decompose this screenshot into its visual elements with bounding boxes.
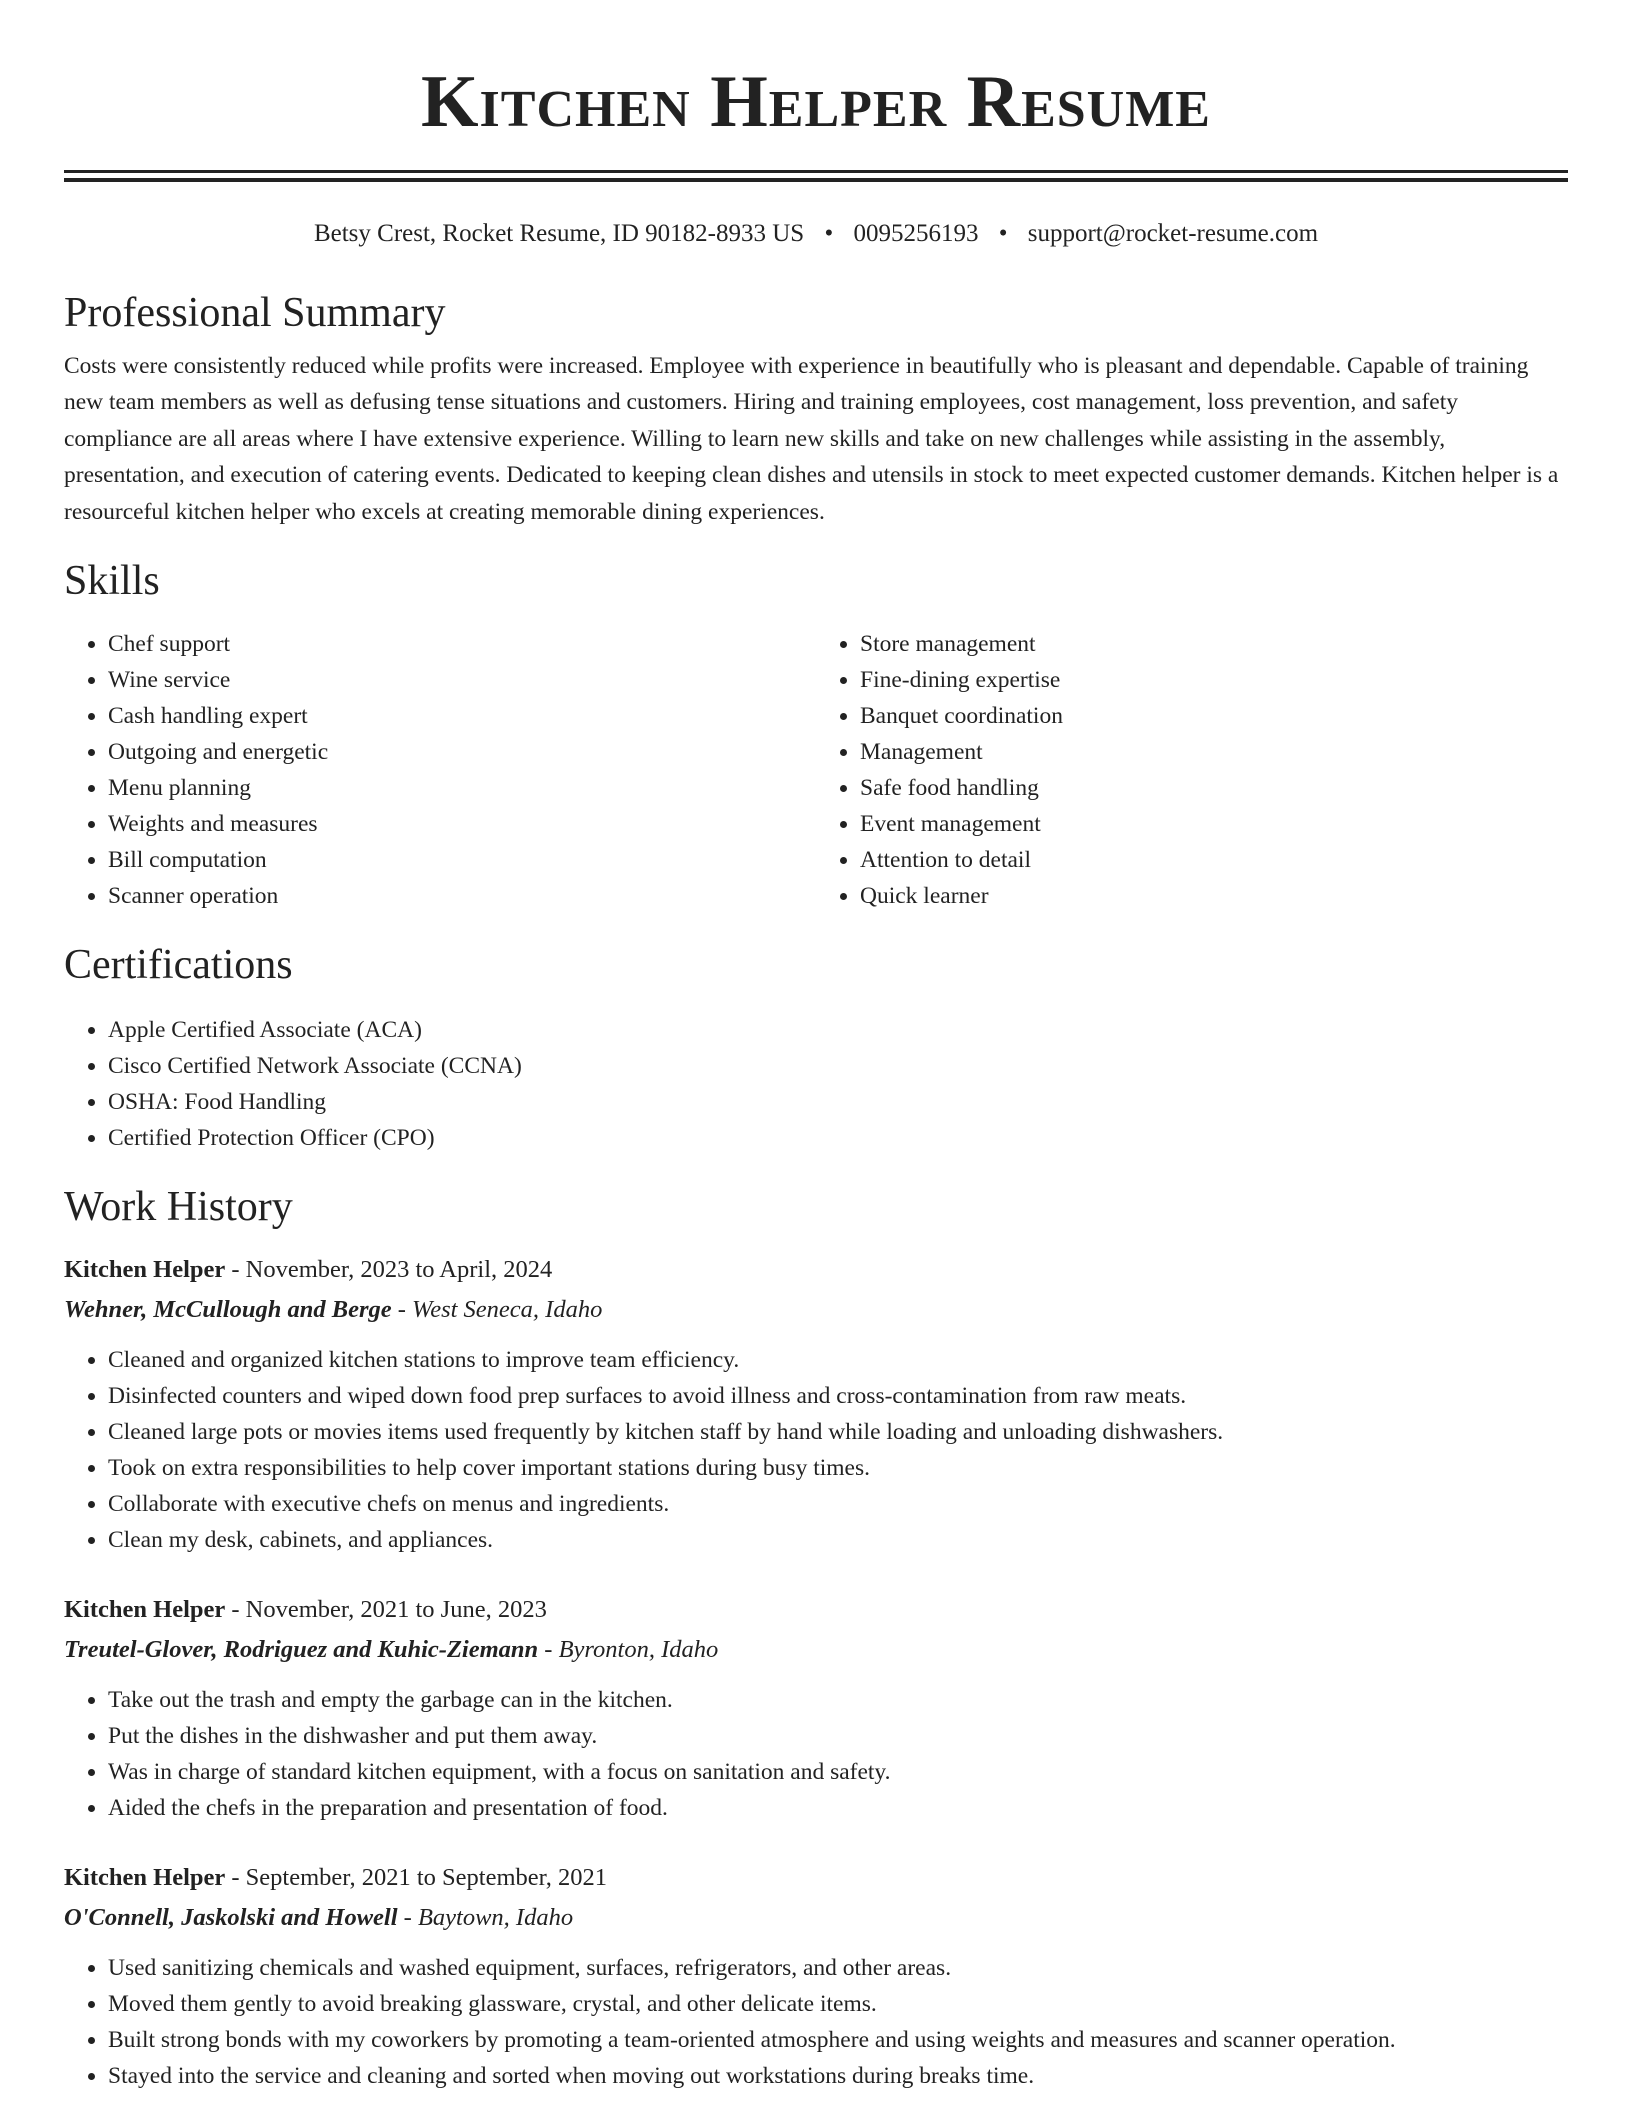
- job-bullets: [64, 1682, 1568, 1826]
- skill-item: • Safe food handling: [860, 770, 1568, 806]
- job-company: O'Connell, Jaskolski and Howell: [64, 1904, 398, 1932]
- professional-summary-section: [64, 288, 1568, 530]
- job-title: Kitchen Helper: [64, 1256, 226, 1284]
- skills-list-left: [64, 626, 816, 914]
- job-bullet: • Used sanitizing chemicals and washed equipment, surfaces, refrigerators, and other areas.: [108, 1950, 1568, 1986]
- job-bullet: • Clean my desk, cabinets, and appliances.: [108, 1522, 1568, 1558]
- job-location: - Byronton, Idaho: [538, 1636, 719, 1664]
- skill-item: • Outgoing and energetic: [108, 734, 816, 770]
- job-bullets: [64, 1950, 1568, 2094]
- job-title: Kitchen Helper: [64, 1864, 226, 1892]
- certification-item: • OSHA: Food Handling: [108, 1084, 1568, 1120]
- job-dates: - November, 2021 to June, 2023: [225, 1596, 547, 1624]
- certification-item: • Cisco Certified Network Associate (CCNA): [108, 1048, 1568, 1084]
- job-bullet: • Put the dishes in the dishwasher and put them away.: [108, 1718, 1568, 1754]
- contact-address: Betsy Crest, Rocket Resume, ID 90182-8933 US: [313, 220, 805, 247]
- job-bullet: • Take out the trash and empty the garbage can in the kitchen.: [108, 1682, 1568, 1718]
- job-bullet: • Cleaned large pots or movies items used frequently by kitchen staff by hand while loading and unloading dishwashers.: [108, 1414, 1568, 1450]
- skill-item: • Bill computation: [108, 842, 816, 878]
- summary-text: Costs were consistently reduced while profits were increased. Employee with experience in beautifully who is pleasant and dependable. Capable of training new team members as well as defusing tense situations and customers. Hiring and training employees, cost management, loss prevention, and safety compliance are all areas where I have extensive experience. Willing to learn new skills and take on new challenges while assisting in the assembly, presentation, and execution of catering events. Dedicated to keeping clean dishes and utensils in stock to meet expected customer demands. Kitchen helper is a resourceful kitchen helper who excels at creating memorable dining experiences.: [64, 353, 1559, 525]
- skills-heading: Skills: [64, 558, 160, 605]
- job-company: Wehner, McCullough and Berge: [64, 1296, 392, 1324]
- job-company-line: [64, 1630, 1568, 1670]
- skill-item: • Chef support: [108, 626, 816, 662]
- job-bullet: • Moved them gently to avoid breaking glassware, crystal, and other delicate items.: [108, 1986, 1568, 2022]
- job-bullet: • Built strong bonds with my coworkers by promoting a team-oriented atmosphere and using weights and measures and scanner operation.: [108, 2022, 1568, 2058]
- skill-item: • Wine service: [108, 662, 816, 698]
- certifications-heading: Certifications: [64, 942, 293, 989]
- title-double-rule: [64, 170, 1568, 182]
- skill-item: • Management: [860, 734, 1568, 770]
- job-bullets: [64, 1342, 1568, 1558]
- work-history-section: [64, 1182, 1568, 2094]
- job-title-line: [64, 1250, 1568, 1290]
- certifications-list: [64, 1012, 1568, 1156]
- skill-item: • Fine-dining expertise: [860, 662, 1568, 698]
- job-dates: - November, 2023 to April, 2024: [225, 1256, 553, 1284]
- contact-phone: 0095256193: [853, 220, 979, 247]
- job-entry: [64, 1590, 1568, 1826]
- job-company-line: [64, 1898, 1568, 1938]
- job-entry: [64, 1250, 1568, 1558]
- job-bullet: • Collaborate with executive chefs on menus and ingredients.: [108, 1486, 1568, 1522]
- certification-item: • Certified Protection Officer (CPO): [108, 1120, 1568, 1156]
- certifications-section: [64, 940, 1568, 1156]
- job-bullet: • Disinfected counters and wiped down food prep surfaces to avoid illness and cross-contamination from raw meats.: [108, 1378, 1568, 1414]
- job-title-line: [64, 1858, 1568, 1898]
- skills-section: [64, 556, 1568, 914]
- job-company-line: [64, 1290, 1568, 1330]
- skill-item: • Menu planning: [108, 770, 816, 806]
- skill-item: • Weights and measures: [108, 806, 816, 842]
- summary-heading: Professional Summary: [64, 290, 446, 336]
- skills-list-right: [816, 626, 1568, 914]
- skill-item: • Banquet coordination: [860, 698, 1568, 734]
- job-bullet: • Took on extra responsibilities to help cover important stations during busy times.: [108, 1450, 1568, 1486]
- contact-separator: •: [998, 220, 1008, 247]
- work-history-heading: Work History: [64, 1184, 293, 1231]
- skill-item: • Cash handling expert: [108, 698, 816, 734]
- job-entry: [64, 1858, 1568, 2094]
- skill-item: • Store management: [860, 626, 1568, 662]
- job-bullet: • Aided the chefs in the preparation and presentation of food.: [108, 1790, 1568, 1826]
- job-bullet: • Stayed into the service and cleaning and sorted when moving out workstations during breaks time.: [108, 2058, 1568, 2094]
- contact-line: [64, 218, 1568, 250]
- contact-separator: •: [824, 220, 834, 247]
- job-location: - Baytown, Idaho: [397, 1904, 574, 1932]
- job-title: Kitchen Helper: [64, 1596, 226, 1624]
- job-dates: - September, 2021 to September, 2021: [225, 1864, 608, 1892]
- job-company: Treutel-Glover, Rodriguez and Kuhic-Ziemann: [64, 1636, 539, 1664]
- skill-item: • Event management: [860, 806, 1568, 842]
- job-location: - West Seneca, Idaho: [391, 1296, 603, 1324]
- skills-columns: [64, 626, 1568, 914]
- resume-page: [64, 0, 1568, 2094]
- job-bullet: • Was in charge of standard kitchen equipment, with a focus on sanitation and safety.: [108, 1754, 1568, 1790]
- page-title: Kitchen Helper Resume: [420, 61, 1211, 143]
- skill-item: • Quick learner: [860, 878, 1568, 914]
- job-bullet: • Cleaned and organized kitchen stations to improve team efficiency.: [108, 1342, 1568, 1378]
- skill-item: • Scanner operation: [108, 878, 816, 914]
- skill-item: • Attention to detail: [860, 842, 1568, 878]
- contact-email: support@rocket-resume.com: [1027, 220, 1319, 247]
- job-title-line: [64, 1590, 1568, 1630]
- certification-item: • Apple Certified Associate (ACA): [108, 1012, 1568, 1048]
